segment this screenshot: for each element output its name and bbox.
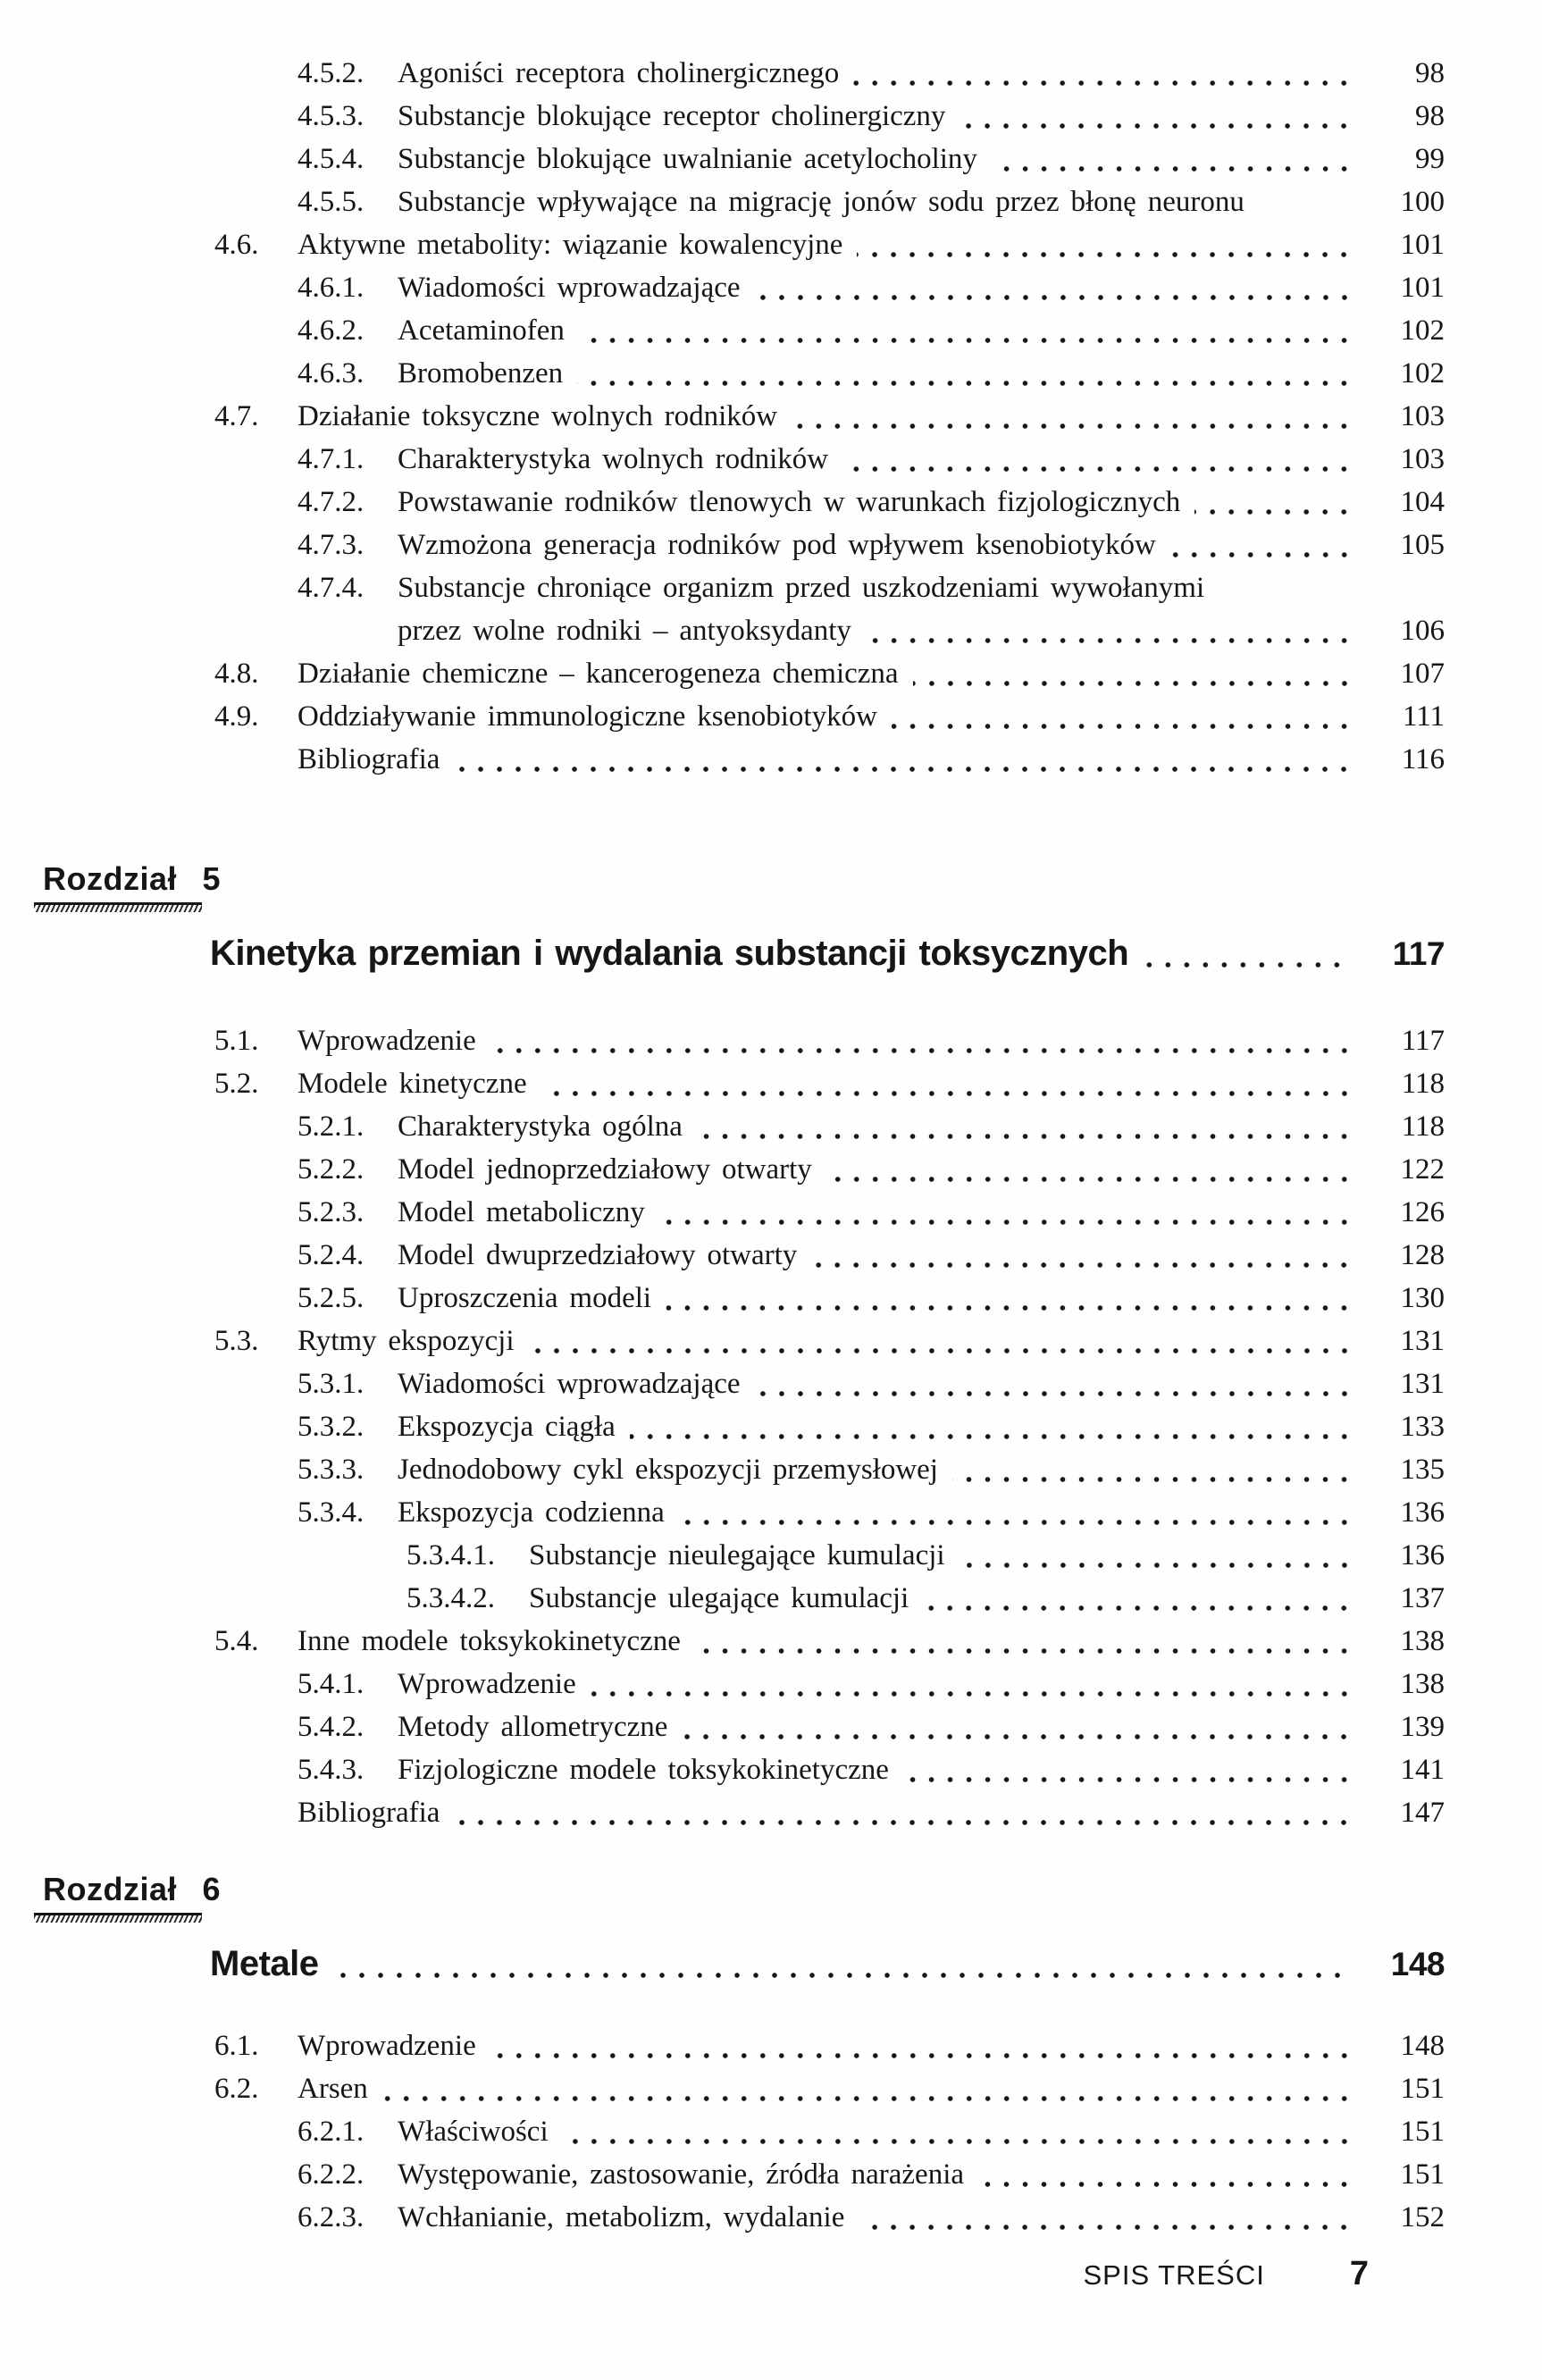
dot-leader bbox=[903, 1777, 1353, 1782]
toc-entry bbox=[0, 609, 1542, 652]
dot-leader bbox=[666, 1305, 1353, 1311]
dot-leader bbox=[923, 1605, 1353, 1611]
toc-entry bbox=[0, 2153, 1542, 2196]
entry-number: 4.8. bbox=[214, 658, 259, 690]
chapter-head bbox=[43, 859, 1542, 912]
entry-number: 6.2.2. bbox=[298, 2158, 365, 2191]
toc-entry bbox=[0, 1105, 1542, 1148]
entry-number: 5.1. bbox=[214, 1025, 259, 1057]
chapter-section bbox=[0, 859, 1542, 1834]
entry-page-number: 137 bbox=[1400, 1582, 1445, 1614]
entry-label: Działanie toksyczne wolnych rodników bbox=[298, 400, 778, 432]
entry-label: Fizjologiczne modele toksykokinetyczne bbox=[398, 1754, 889, 1786]
entry-list bbox=[0, 2024, 1542, 2239]
toc-entry bbox=[0, 395, 1542, 438]
entry-label: Działanie chemiczne – kancerogeneza chemiczna bbox=[298, 658, 899, 690]
entry-label: Model metaboliczny bbox=[398, 1196, 645, 1228]
entry-label: Bromobenzen bbox=[398, 357, 564, 390]
dot-leader bbox=[541, 1091, 1353, 1096]
entry-label: Występowanie, zastosowanie, źródła narażenia bbox=[398, 2158, 965, 2191]
entry-number: 4.6.1. bbox=[298, 272, 365, 304]
entry-number: 5.3.1. bbox=[298, 1368, 365, 1400]
dot-leader bbox=[1219, 595, 1353, 600]
entry-page-number: 135 bbox=[1400, 1454, 1445, 1486]
entry-number: 5.3.3. bbox=[298, 1454, 365, 1486]
entry-label: Charakterystyka wolnych rodników bbox=[398, 443, 829, 475]
toc-entry bbox=[0, 352, 1542, 395]
entry-list bbox=[0, 52, 1542, 781]
dot-leader bbox=[333, 1973, 1347, 1978]
dot-leader bbox=[913, 681, 1353, 686]
entry-number: 5.4.3. bbox=[298, 1754, 365, 1786]
entry-page-number: 130 bbox=[1400, 1282, 1445, 1314]
entry-number: 5.2. bbox=[214, 1068, 259, 1100]
entry-label: Bibliografia bbox=[298, 1797, 440, 1829]
entry-list bbox=[0, 1019, 1542, 1834]
footer-section-title: SPIS TREŚCI bbox=[1083, 2259, 1265, 2291]
entry-label: Substancje ulegające kumulacji bbox=[529, 1582, 909, 1614]
chapter-label: Rozdział 6 bbox=[43, 1871, 222, 1907]
chapter-section bbox=[0, 1870, 1542, 2239]
dot-leader bbox=[811, 1262, 1353, 1268]
entry-number: 5.2.5. bbox=[298, 1282, 365, 1314]
dot-leader bbox=[577, 381, 1353, 386]
entry-label: Wiadomości wprowadzające bbox=[398, 1368, 741, 1400]
entry-number: 5.3.4.1. bbox=[406, 1539, 495, 1571]
toc-entry bbox=[0, 1405, 1542, 1448]
entry-page-number: 131 bbox=[1400, 1325, 1445, 1357]
chapter-head bbox=[43, 1870, 1542, 1923]
toc-entry bbox=[0, 1148, 1542, 1191]
entry-number: 4.7.2. bbox=[298, 486, 365, 518]
entry-page-number: 136 bbox=[1400, 1496, 1445, 1529]
chapter-title: Metale bbox=[210, 1944, 319, 1983]
toc-entry bbox=[0, 1191, 1542, 1234]
entry-label: Inne modele toksykokinetyczne bbox=[298, 1625, 681, 1657]
entry-label: Wprowadzenie bbox=[298, 2030, 476, 2062]
dot-leader bbox=[755, 295, 1353, 300]
entry-number: 6.2.3. bbox=[298, 2201, 365, 2233]
entry-label: Jednodobowy cykl ekspozycji przemysłowej bbox=[398, 1454, 938, 1486]
entry-number: 5.3.4.2. bbox=[406, 1582, 495, 1614]
toc-entry bbox=[0, 1448, 1542, 1491]
entry-page-number: 104 bbox=[1400, 486, 1445, 518]
dot-leader bbox=[978, 2182, 1353, 2187]
entry-page-number: 100 bbox=[1400, 186, 1445, 218]
toc-entry bbox=[0, 481, 1542, 524]
toc-entry bbox=[0, 266, 1542, 309]
entry-label: Substancje chroniące organizm przed uszkodzeniami wywołanymi bbox=[398, 572, 1205, 604]
dot-leader bbox=[952, 1477, 1353, 1482]
entry-number: 4.5.2. bbox=[298, 57, 365, 89]
chapter-label: Rozdział 5 bbox=[43, 860, 222, 897]
entry-label: Modele kinetyczne bbox=[298, 1068, 527, 1100]
toc-entry bbox=[0, 223, 1542, 266]
dot-leader bbox=[992, 166, 1353, 172]
entry-page-number: 101 bbox=[1400, 272, 1445, 304]
entry-page-number: 128 bbox=[1400, 1239, 1445, 1271]
entry-page-number: 106 bbox=[1400, 615, 1445, 647]
entry-number: 4.5.4. bbox=[298, 143, 365, 175]
entry-label: Arsen bbox=[298, 2073, 368, 2105]
entry-label: Model dwuprzedziałowy otwarty bbox=[398, 1239, 798, 1271]
entry-label: Uproszczenia modeli bbox=[398, 1282, 652, 1314]
entry-page-number: 126 bbox=[1400, 1196, 1445, 1228]
entry-number: 5.3. bbox=[214, 1325, 259, 1357]
dot-leader bbox=[490, 2053, 1353, 2058]
dot-leader bbox=[960, 123, 1353, 129]
toc-entry bbox=[0, 1663, 1542, 1705]
toc-entry bbox=[0, 1620, 1542, 1663]
entry-label: Substancje blokujące uwalnianie acetylocholiny bbox=[398, 143, 977, 175]
entry-number: 4.6.3. bbox=[298, 357, 365, 390]
entry-number: 5.3.4. bbox=[298, 1496, 365, 1529]
entry-page-number: 151 bbox=[1400, 2073, 1445, 2105]
toc-entry bbox=[0, 1577, 1542, 1620]
entry-page-number: 147 bbox=[1400, 1797, 1445, 1829]
dot-leader bbox=[659, 1219, 1353, 1225]
entry-number: 4.7.3. bbox=[298, 529, 365, 561]
dot-leader bbox=[682, 1734, 1353, 1739]
dot-leader bbox=[859, 2225, 1353, 2230]
entry-number: 4.5.5. bbox=[298, 186, 365, 218]
chapter-title-row bbox=[0, 928, 1542, 978]
toc-entry bbox=[0, 566, 1542, 609]
entry-number: 5.4.2. bbox=[298, 1711, 365, 1743]
entry-page-number: 138 bbox=[1400, 1668, 1445, 1700]
entry-label: Agoniści receptora cholinergicznego bbox=[398, 57, 840, 89]
dot-leader bbox=[842, 466, 1353, 472]
dot-leader bbox=[695, 1648, 1353, 1654]
entry-page-number: 133 bbox=[1400, 1411, 1445, 1443]
dot-leader bbox=[697, 1134, 1353, 1139]
toc-entry bbox=[0, 1062, 1542, 1105]
dot-leader bbox=[853, 80, 1353, 86]
entry-page-number: 103 bbox=[1400, 400, 1445, 432]
entry-page-number: 138 bbox=[1400, 1625, 1445, 1657]
entry-label: Ekspozycja ciągła bbox=[398, 1411, 616, 1443]
dot-leader bbox=[960, 1563, 1353, 1568]
toc-entry bbox=[0, 2196, 1542, 2239]
toc-entry bbox=[0, 1019, 1542, 1062]
dot-leader bbox=[857, 252, 1353, 257]
entry-number: 4.7.1. bbox=[298, 443, 365, 475]
toc-entry bbox=[0, 1491, 1542, 1534]
toc-entry bbox=[0, 1234, 1542, 1277]
entry-page-number: 151 bbox=[1400, 2116, 1445, 2148]
toc-entry bbox=[0, 695, 1542, 738]
chapter-underline-hatch bbox=[34, 1913, 202, 1923]
dot-leader bbox=[1194, 509, 1353, 515]
toc-entry bbox=[0, 524, 1542, 566]
dot-leader bbox=[382, 2096, 1353, 2101]
toc-entry bbox=[0, 652, 1542, 695]
entry-label: Rytmy ekspozycji bbox=[298, 1325, 515, 1357]
dot-leader bbox=[454, 1820, 1353, 1825]
toc-entry bbox=[0, 309, 1542, 352]
entry-page-number: 152 bbox=[1400, 2201, 1445, 2233]
toc-entry bbox=[0, 138, 1542, 180]
toc-entry bbox=[0, 1320, 1542, 1362]
dot-leader bbox=[826, 1177, 1353, 1182]
toc-entry bbox=[0, 1362, 1542, 1405]
entry-label: Wiadomości wprowadzające bbox=[398, 272, 741, 304]
dot-leader bbox=[490, 1048, 1353, 1053]
entry-page-number: 98 bbox=[1415, 100, 1445, 132]
entry-page-number: 99 bbox=[1415, 143, 1445, 175]
page-footer bbox=[0, 2255, 1542, 2293]
entry-label: Wprowadzenie bbox=[298, 1025, 476, 1057]
toc-entry bbox=[0, 2024, 1542, 2067]
entry-number: 5.4.1. bbox=[298, 1668, 365, 1700]
entry-page-number: 151 bbox=[1400, 2158, 1445, 2191]
entry-label: Wzmożona generacja rodników pod wpływem ksenobiotyków bbox=[398, 529, 1156, 561]
entry-page-number: 117 bbox=[1401, 1025, 1445, 1057]
dot-leader bbox=[630, 1434, 1353, 1439]
dot-leader bbox=[866, 638, 1353, 643]
entry-page-number: 111 bbox=[1402, 700, 1445, 733]
dot-leader bbox=[679, 1520, 1353, 1525]
chapter-title-row bbox=[0, 1939, 1542, 1989]
footer-page-number: 7 bbox=[1349, 2255, 1369, 2292]
chapter-title: Kinetyka przemian i wydalania substancji toksycznych bbox=[210, 934, 1129, 973]
entry-page-number: 102 bbox=[1400, 314, 1445, 347]
toc-entry bbox=[0, 95, 1542, 138]
entry-label: Metody allometryczne bbox=[398, 1711, 668, 1743]
entry-label: Powstawanie rodników tlenowych w warunkach fizjologicznych bbox=[398, 486, 1181, 518]
entry-number: 4.6. bbox=[214, 229, 259, 261]
entry-page-number: 118 bbox=[1401, 1110, 1445, 1143]
entry-number: 4.9. bbox=[214, 700, 259, 733]
entry-number: 5.2.3. bbox=[298, 1196, 365, 1228]
chapter-underline-hatch bbox=[34, 902, 202, 912]
entry-number: 6.2. bbox=[214, 2073, 259, 2105]
entry-page-number: 116 bbox=[1401, 743, 1445, 775]
chapter-page-number: 117 bbox=[1392, 935, 1445, 972]
entry-page-number: 102 bbox=[1400, 357, 1445, 390]
entry-label: Substancje wpływające na migrację jonów sodu przez błonę neuronu bbox=[398, 186, 1244, 218]
dot-leader bbox=[563, 2139, 1353, 2144]
entry-page-number: 105 bbox=[1400, 529, 1445, 561]
entry-number: 5.3.2. bbox=[298, 1411, 365, 1443]
chapter-page-number: 148 bbox=[1390, 1946, 1445, 1982]
dot-leader bbox=[792, 423, 1353, 429]
toc-list-section bbox=[0, 52, 1542, 781]
toc-entry bbox=[0, 1791, 1542, 1834]
toc-entry bbox=[0, 438, 1542, 481]
dot-leader bbox=[454, 767, 1353, 772]
dot-leader bbox=[1259, 209, 1353, 214]
toc-entry bbox=[0, 1705, 1542, 1748]
entry-label: Model jednoprzedziałowy otwarty bbox=[398, 1153, 812, 1186]
entry-number: 5.4. bbox=[214, 1625, 259, 1657]
toc-entry bbox=[0, 1748, 1542, 1791]
entry-label: Oddziaływanie immunologiczne ksenobiotyków bbox=[298, 700, 877, 733]
entry-label: Substancje blokujące receptor cholinergiczny bbox=[398, 100, 946, 132]
dot-leader bbox=[755, 1391, 1353, 1396]
toc-entry bbox=[0, 738, 1542, 781]
entry-page-number: 118 bbox=[1401, 1068, 1445, 1100]
dot-leader bbox=[579, 338, 1353, 343]
entry-label: Aktywne metabolity: wiązanie kowalencyjne bbox=[298, 229, 843, 261]
entry-page-number: 148 bbox=[1400, 2030, 1445, 2062]
entry-label: Substancje nieulegające kumulacji bbox=[529, 1539, 945, 1571]
toc-entry bbox=[0, 2067, 1542, 2110]
entry-number: 4.6.2. bbox=[298, 314, 365, 347]
entry-label: Wchłanianie, metabolizm, wydalanie bbox=[398, 2201, 845, 2233]
toc-entry bbox=[0, 1277, 1542, 1320]
dot-leader bbox=[529, 1348, 1353, 1353]
toc-sections bbox=[0, 52, 1542, 2239]
entry-label: Ekspozycja codzienna bbox=[398, 1496, 665, 1529]
dot-leader bbox=[1143, 962, 1346, 968]
entry-number: 5.2.1. bbox=[298, 1110, 365, 1143]
entry-label: Właściwości bbox=[398, 2116, 549, 2148]
entry-page-number: 101 bbox=[1400, 229, 1445, 261]
entry-number: 4.7.4. bbox=[298, 572, 365, 604]
entry-number: 5.2.4. bbox=[298, 1239, 365, 1271]
entry-number: 4.7. bbox=[214, 400, 259, 432]
entry-number: 5.2.2. bbox=[298, 1153, 365, 1186]
entry-page-number: 107 bbox=[1400, 658, 1445, 690]
entry-number: 6.1. bbox=[214, 2030, 259, 2062]
entry-page-number: 98 bbox=[1415, 57, 1445, 89]
entry-number: 6.2.1. bbox=[298, 2116, 365, 2148]
entry-page-number: 131 bbox=[1400, 1368, 1445, 1400]
entry-page-number: 122 bbox=[1400, 1153, 1445, 1186]
entry-page-number: 141 bbox=[1400, 1754, 1445, 1786]
entry-label: przez wolne rodniki – antyoksydanty bbox=[398, 615, 851, 647]
entry-page-number: 103 bbox=[1400, 443, 1445, 475]
toc-entry bbox=[0, 2110, 1542, 2153]
entry-label: Bibliografia bbox=[298, 743, 440, 775]
toc-entry bbox=[0, 180, 1542, 223]
entry-label: Wprowadzenie bbox=[398, 1668, 576, 1700]
dot-leader bbox=[1170, 552, 1353, 557]
entry-number: 4.5.3. bbox=[298, 100, 365, 132]
toc-entry bbox=[0, 1534, 1542, 1577]
toc-entry bbox=[0, 52, 1542, 95]
entry-label: Charakterystyka ogólna bbox=[398, 1110, 683, 1143]
dot-leader bbox=[892, 724, 1353, 729]
entry-page-number: 136 bbox=[1400, 1539, 1445, 1571]
entry-label: Acetaminofen bbox=[398, 314, 565, 347]
dot-leader bbox=[591, 1691, 1353, 1697]
entry-page-number: 139 bbox=[1400, 1711, 1445, 1743]
